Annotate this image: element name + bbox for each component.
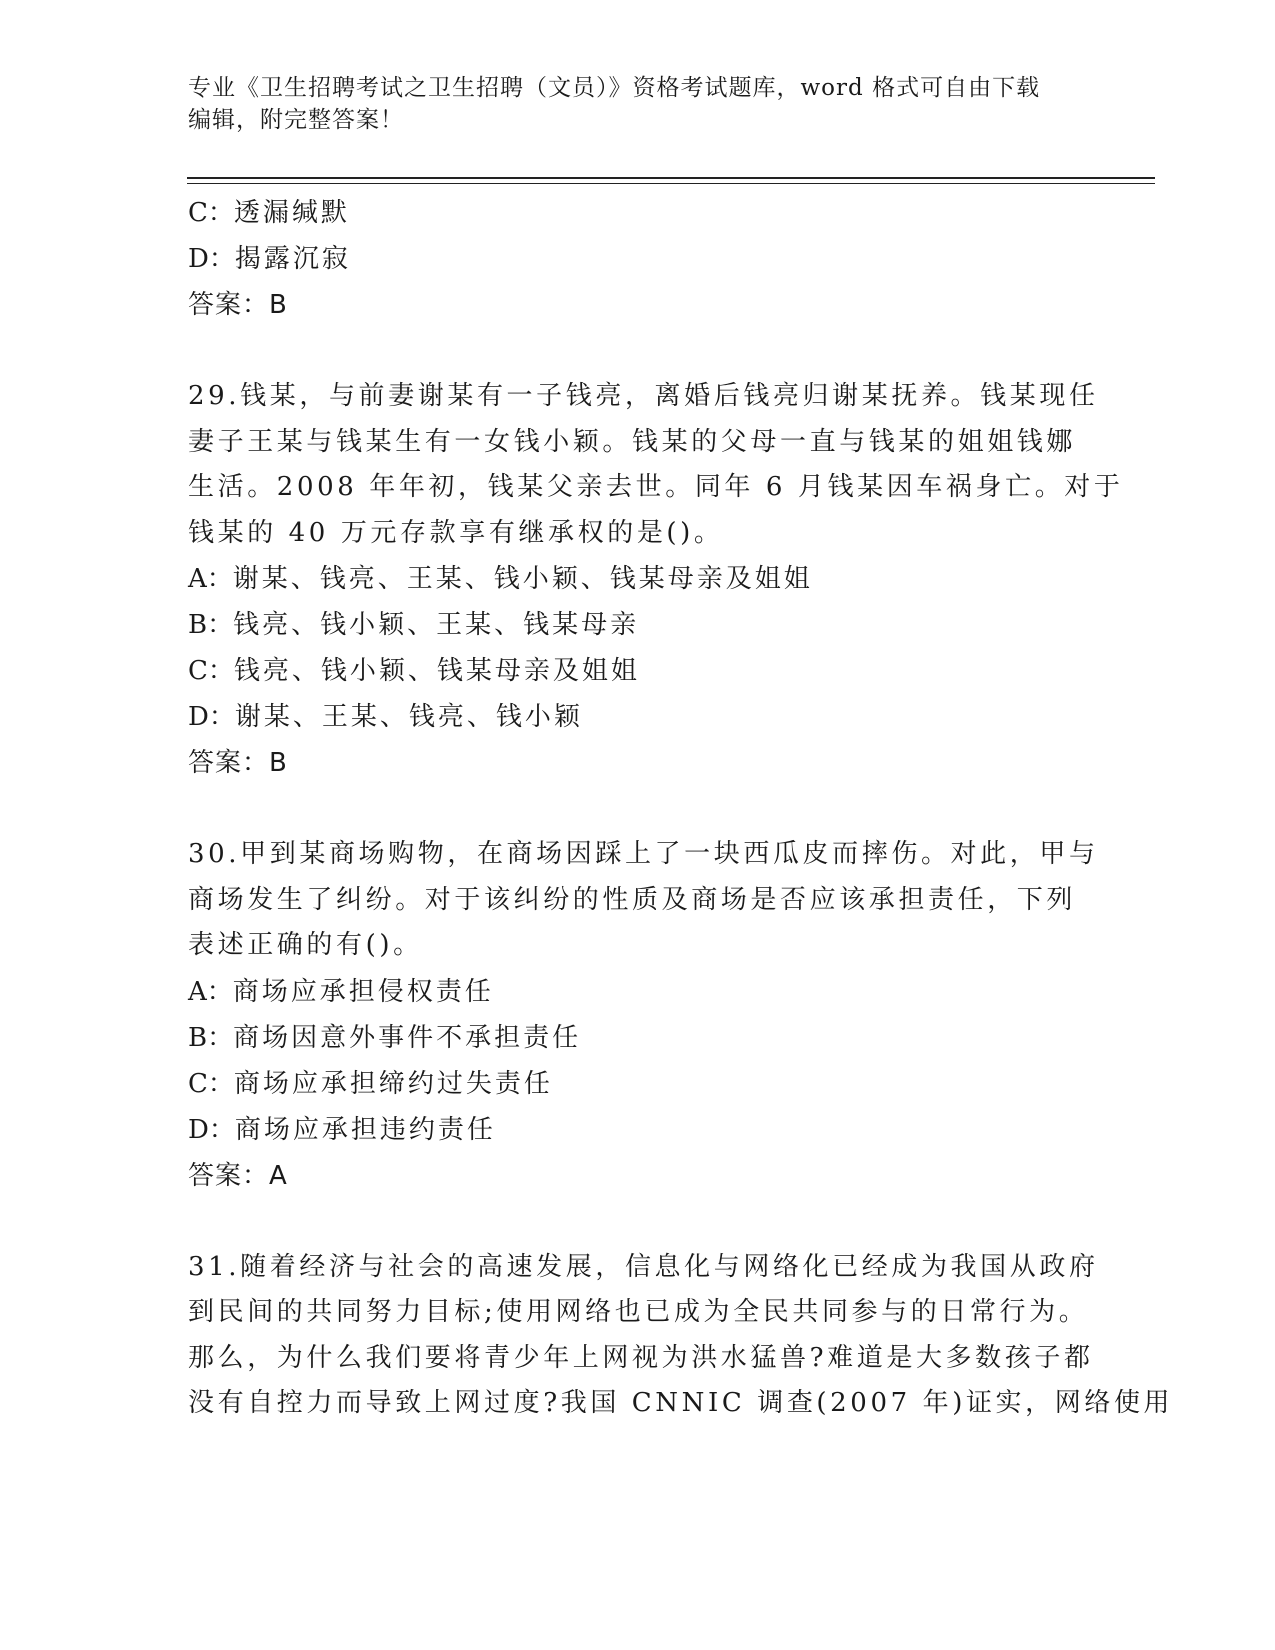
stem-line: 到民间的共同努力目标;使用网络也已成为全民共同参与的日常行为。 xyxy=(188,1297,1089,1327)
stem-line: 31.随着经济与社会的高速发展，信息化与网络化已经成为我国从政府 xyxy=(188,1251,1099,1282)
spacer xyxy=(188,328,1088,374)
option-c: C：钱亮、钱小颖、钱某母亲及姐姐 xyxy=(188,656,640,686)
option-a: A：商场应承担侵权责任 xyxy=(188,976,494,1007)
option-d: D：揭露沉寂 xyxy=(188,244,351,274)
stem-line: 钱某的 40 万元存款享有继承权的是()。 xyxy=(188,517,724,548)
question-28-tail xyxy=(188,190,1088,328)
document-header xyxy=(188,72,1068,136)
stem-line: 那么，为什么我们要将青少年上网视为洪水猛兽?难道是大多数孩子都 xyxy=(188,1342,1094,1373)
option-c: C：透漏缄默 xyxy=(188,198,350,228)
option-b: B：钱亮、钱小颖、王某、钱某母亲 xyxy=(188,610,640,640)
stem-line: 商场发生了纠纷。对于该纠纷的性质及商场是否应该承担责任，下列 xyxy=(188,884,1077,915)
document-body xyxy=(188,190,1174,1427)
option-d: D：谢某、王某、钱亮、钱小颖 xyxy=(188,702,583,732)
answer-line: 答案：B xyxy=(188,748,288,778)
question-29 xyxy=(188,374,1124,786)
header-line-1: 专业《卫生招聘考试之卫生招聘（文员）》资格考试题库，word 格式可自由下载 xyxy=(188,75,1041,101)
option-a: A：谢某、钱亮、王某、钱小颖、钱某母亲及姐姐 xyxy=(188,564,813,594)
option-c: C：商场应承担缔约过失责任 xyxy=(188,1068,553,1099)
question-30 xyxy=(188,832,1099,1199)
header-divider-thin xyxy=(187,183,1155,184)
stem-line: 生活。2008 年年初，钱某父亲去世。同年 6 月钱某因车祸身亡。对于 xyxy=(188,472,1124,502)
header-line-2: 编辑，附完整答案！ xyxy=(188,107,404,133)
answer-line: 答案：B xyxy=(188,290,288,320)
stem-line: 没有自控力而导致上网过度?我国 CNNIC 调查(2007 年)证实，网络使用 xyxy=(188,1388,1174,1418)
stem-line: 妻子王某与钱某生有一女钱小颖。钱某的父母一直与钱某的姐姐钱娜 xyxy=(188,426,1077,457)
question-stem xyxy=(188,1245,1174,1427)
question-stem xyxy=(188,832,1099,969)
question-stem xyxy=(188,374,1124,556)
stem-line: 表述正确的有()。 xyxy=(188,930,423,960)
spacer xyxy=(188,1199,1088,1245)
option-b: B：商场因意外事件不承担责任 xyxy=(188,1022,582,1053)
answer-line: 答案：A xyxy=(188,1160,288,1191)
stem-line: 29.钱某，与前妻谢某有一子钱亮，离婚后钱亮归谢某抚养。钱某现任 xyxy=(188,381,1099,411)
stem-line: 30.甲到某商场购物，在商场因踩上了一块西瓜皮而摔伤。对此，甲与 xyxy=(188,839,1099,869)
option-d: D：商场应承担违约责任 xyxy=(188,1114,496,1145)
spacer xyxy=(188,786,1088,832)
question-31 xyxy=(188,1245,1174,1427)
header-divider-thick xyxy=(187,177,1155,179)
